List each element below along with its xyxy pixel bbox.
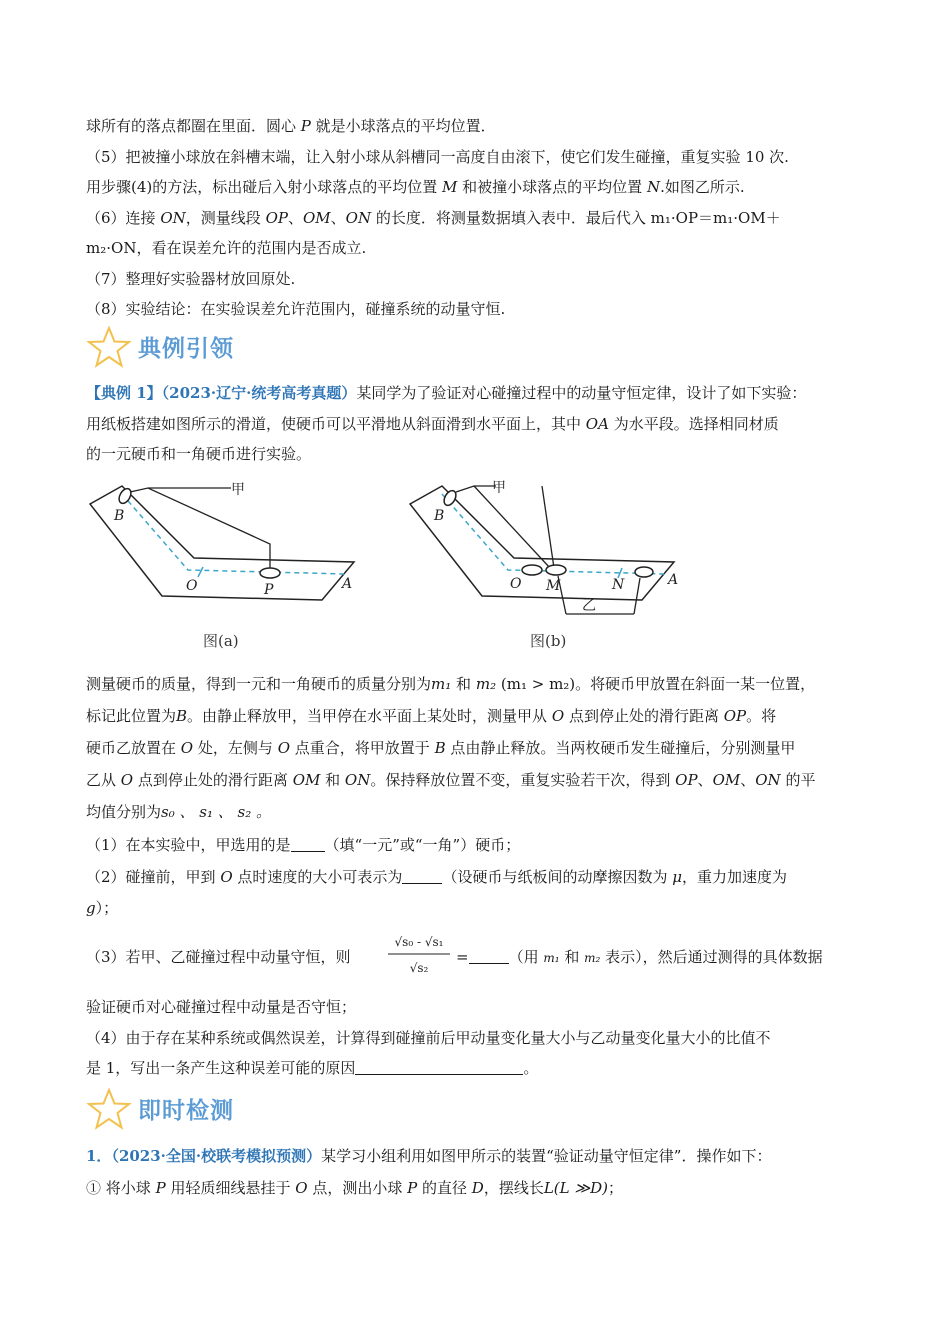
section-header-check [86,1088,386,1132]
label-jia: 甲 [492,480,506,496]
question-4-line-1: （4）由于存在某种系统或偶然误差，计算得到碰撞前后甲动量变化量大小与乙动量变化量大小的比值不 [86,1029,771,1047]
step-6-line-1: （6）连接 ON，测量线段 OP、OM、ON 的长度．将测量数据填入表中．最后代入 m₁·OP＝m₁·OM＋ [86,209,781,227]
fraction-denominator: √s₂ [409,961,429,975]
label-N: N [612,577,625,593]
star-icon [86,326,132,368]
intro-line: 球所有的落点都圈在里面．圆心 P 就是小球落点的平均位置． [86,117,496,135]
section-header-examples [86,326,386,370]
figure-a-caption: 图(a) [203,632,239,650]
label-B: B [434,508,445,524]
label-O: O [186,578,198,594]
label-A: A [342,576,353,592]
formula-step6: m₁·OP＝m₁·OM＋ [650,209,781,227]
answer-blank-2[interactable] [402,869,442,884]
label-O: O [510,576,522,592]
label-yi: 乙 [582,598,596,614]
example-1-line-3: 的一元硬币和一角硬币进行实验。 [86,445,312,463]
problem-1-step-1: ① 将小球 P 用轻质细线悬挂于 O 点，测出小球 P 的直径 D，摆线长L(L ≫D)； [86,1179,623,1197]
label-jia: 甲 [231,482,245,498]
problem-1-line-1: 1．（2023·全国·校联考模拟预测）某学习小组利用如图甲所示的装置“验证动量守恒定律”．操作如下： [86,1147,772,1165]
step-5-line-1: （5）把被撞小球放在斜槽末端，让入射小球从斜槽同一高度自由滚下，使它们发生碰撞，重复实验 10 次. [86,148,789,166]
label-B: B [114,508,125,524]
measure-line-4: 乙从 O 点到停止处的滑行距离 OM 和 ON。保持释放位置不变，重复实验若干次，得到 OP、OM、ON 的平 [86,771,816,789]
section-title: 即时检测 [138,1098,234,1124]
question-3-line-1: （3）若甲、乙碰撞过程中动量守恒，则 [86,948,351,966]
label-M: M [546,578,561,594]
length-condition: L(L ≫D) [543,1179,608,1197]
measure-line-5: 均值分别为s₀ 、 s₁ 、 s₂ 。 [86,803,271,821]
question-3-line-1-rest: = （用 m₁ 和 m₂ 表示），然后通过测得的具体数据 [456,948,823,966]
answer-blank-3[interactable] [469,949,509,964]
figure-b-caption: 图(b) [530,632,567,650]
figure-a-diagram [86,474,376,614]
step-5-line-2: 用步骤(4)的方法，标出碰后入射小球落点的平均位置 M 和被撞小球落点的平均位置 N.如图乙所示. [86,178,745,196]
question-3-line-2: 验证硬币对心碰撞过程中动量是否守恒； [86,998,357,1016]
step-7: （7）整理好实验器材放回原处. [86,270,296,288]
label-P: P [264,582,274,598]
measure-line-1: 测量硬币的质量，得到一元和一角硬币的质量分别为m₁ 和 m₂ (m₁ > m₂)。将硬币甲放置在斜面一某一位置， [86,675,816,693]
measure-line-3: 硬币乙放置在 O 处，左侧与 O 点重合，将甲放置于 B 点由静止释放。当两枚硬币发生碰撞后，分别测量甲 [86,739,796,757]
question-1: （1）在本实验中，甲选用的是 （填“一元”或“一角”）硬币； [86,836,521,854]
section-title: 典例引领 [138,336,234,362]
example-1-line-2: 用纸板搭建如图所示的滑道，使硬币可以平滑地从斜面滑到水平面上，其中 OA 为水平段。选择相同材质 [86,415,779,433]
question-4-line-2: 是 1，写出一条产生这种误差可能的原因 。 [86,1059,539,1077]
star-icon [86,1088,132,1130]
question-2-line-1: （2）碰撞前，甲到 O 点时速度的大小可表示为 （设硬币与纸板间的动摩擦因数为 μ，重力加速度为 [86,868,787,886]
fraction-formula [386,928,452,980]
example-1-line-1: 【典例 1】（2023·辽宁·统考高考真题）某同学为了验证对心碰撞过程中的动量守恒定律，设计了如下实验： [86,384,807,402]
step-6-line-2: m₂·ON，看在误差允许的范围内是否成立. [86,239,367,257]
step-8: （8）实验结论：在实验误差允许范围内，碰撞系统的动量守恒. [86,300,506,318]
fraction-numerator: √s₀ - √s₁ [394,935,444,949]
measure-line-2: 标记此位置为B。由静止释放甲，当甲停在水平面上某处时，测量甲从 O 点到停止处的滑行距离 OP。将 [86,707,777,725]
avg-values: s₀ 、 s₁ 、 s₂ 。 [161,803,271,821]
figure-b-diagram [406,474,706,624]
label-A: A [668,572,679,588]
answer-blank-1[interactable] [291,837,325,852]
answer-blank-4[interactable] [355,1060,523,1075]
question-2-line-2: g）； [86,899,119,917]
